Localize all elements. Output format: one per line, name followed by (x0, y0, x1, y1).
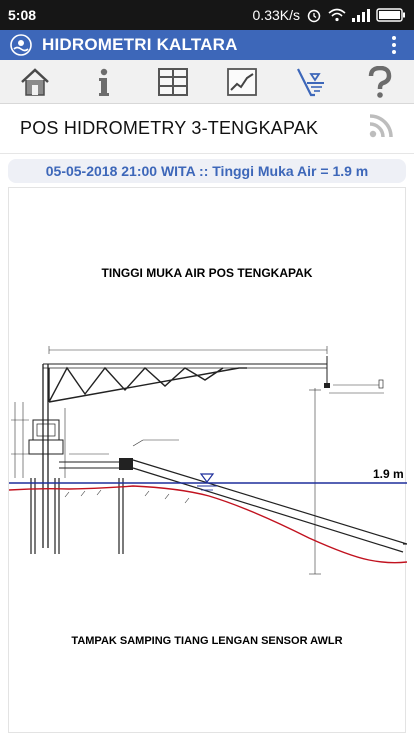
riverbed-line (9, 486, 407, 563)
signal-icon (352, 9, 370, 22)
info-button[interactable] (82, 62, 126, 102)
app-bar (0, 30, 414, 60)
water-level-reading: 05-05-2018 21:00 WITA :: Tinggi Muka Air = 1.9 m (8, 159, 406, 183)
app-title: HIDROMETRI KALTARA (42, 35, 238, 54)
awlr-cross-section (9, 338, 407, 628)
logo-icon (10, 34, 32, 56)
diagram-caption: TAMPAK SAMPING TIANG LENGAN SENSOR AWLR (71, 635, 343, 647)
control-box (119, 458, 133, 470)
status-time: 5:08 (8, 7, 37, 23)
water-level-button[interactable] (289, 62, 333, 102)
rss-icon (368, 113, 394, 139)
home-icon (19, 67, 51, 97)
water-level-label: 1.9 m (373, 467, 404, 481)
table-button[interactable] (151, 62, 195, 102)
diagram-title: TINGGI MUKA AIR POS TENGKAPAK (101, 266, 313, 280)
alarm-icon (306, 7, 322, 23)
menu-dot-icon (392, 36, 396, 40)
icon-toolbar (0, 60, 414, 104)
water-level-icon (295, 66, 327, 98)
network-speed: 0.33K/s (252, 7, 300, 23)
menu-dot-icon (392, 50, 396, 54)
diagram-panel (8, 187, 406, 733)
info-icon (96, 67, 112, 97)
truss-frame (49, 368, 239, 402)
status-indicators (253, 7, 406, 23)
embankment-bottom (133, 468, 403, 552)
rss-button[interactable] (368, 113, 394, 144)
chart-icon (227, 68, 257, 96)
table-icon (158, 68, 188, 96)
home-button[interactable] (13, 62, 57, 102)
battery-icon (376, 8, 406, 22)
chart-button[interactable] (220, 62, 264, 102)
sensor-box (324, 383, 330, 388)
overflow-menu-button[interactable] (384, 33, 404, 57)
station-header (0, 104, 414, 154)
help-button[interactable] (358, 62, 402, 102)
station-name: POS HIDROMETRY 3-TENGKAPAK (20, 118, 319, 138)
status-bar (0, 0, 414, 30)
wifi-icon (328, 8, 346, 22)
help-icon (367, 66, 393, 98)
embankment-top (133, 460, 407, 544)
menu-dot-icon (392, 43, 396, 47)
